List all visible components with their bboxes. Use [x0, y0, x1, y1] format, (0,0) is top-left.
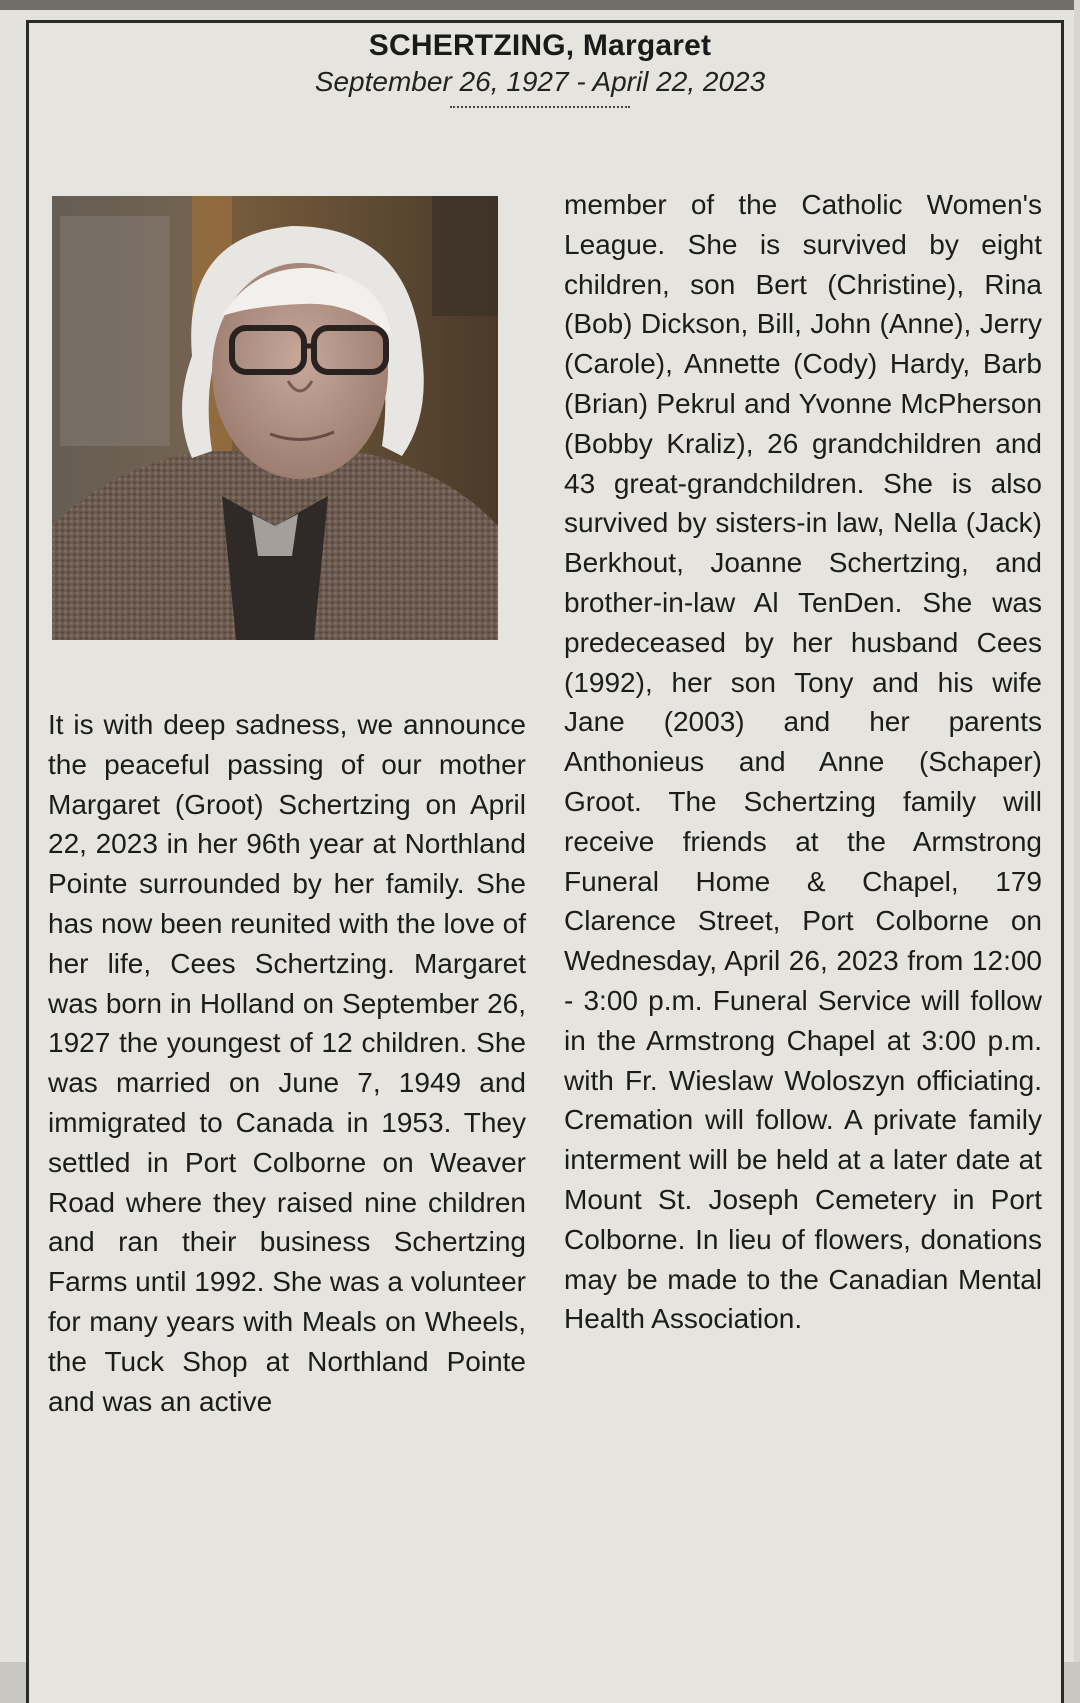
obituary-paragraph-left: It is with deep sadness, we announce the peaceful passing of our mother Margaret (Groot) Schertzing on April 22, 2023 in her 96th year at Northland Pointe surrounded by her family. She has now been reunited with the love of her life, Cees Schertzing. Margaret was born in Holland on September 26, 1927 the youngest of 12 children. She was married on June 7, 1949 and immigrated to Canada in 1953. They settled in Port Colborne on Weaver Road where they raised nine children and ran their business Schertzing Farms until 1992. She was a volunteer for many years with Meals on Wheels, the Tuck Shop at Northland Pointe and was an active [48, 709, 526, 1417]
obituary-header [0, 28, 1080, 108]
page-edge [1074, 0, 1080, 1662]
obituary-paragraph-right: member of the Catholic Women's League. She is survived by eight children, son Bert (Christine), Rina (Bob) Dickson, Bill, John (Anne), Jerry (Carole), Annette (Cody) Hardy, Barb (Brian) Pekrul and Yvonne McPherson (Bobby Kraliz), 26 grandchildren and 43 great-grandchildren. She is also survived by sisters-in law, Nella (Jack) Berkhout, Joanne Schertzing, and brother-in-law Al TenDen. She was predeceased by her husband Cees (1992), her son Tony and his wife Jane (2003) and her parents Anthonieus and Anne (Schaper) Groot. The Schertzing family will receive friends at the Armstrong Funeral Home & Chapel, 179 Clarence Street, Port Colborne on Wednesday, April 26, 2023 from 12:00 - 3:00 p.m. Funeral Service will follow in the Armstrong Chapel at 3:00 p.m. with Fr. Wieslaw Woloszyn officiating. Cremation will follow. A private family interment will be held at a later date at Mount St. Joseph Cemetery in Port Colborne. In lieu of flowers, donations may be made to the Canadian Mental Health Association. [564, 189, 1042, 1335]
obituary-text-left-column [48, 705, 526, 1421]
top-rule [0, 0, 1080, 10]
obituary-text-right-column [564, 185, 1042, 1339]
life-dates: September 26, 1927 - April 22, 2023 [314, 66, 766, 97]
portrait-photo [52, 196, 498, 640]
portrait-illustration [52, 196, 498, 640]
header-divider [450, 106, 630, 108]
deceased-name: SCHERTZING, Margaret [368, 29, 712, 62]
